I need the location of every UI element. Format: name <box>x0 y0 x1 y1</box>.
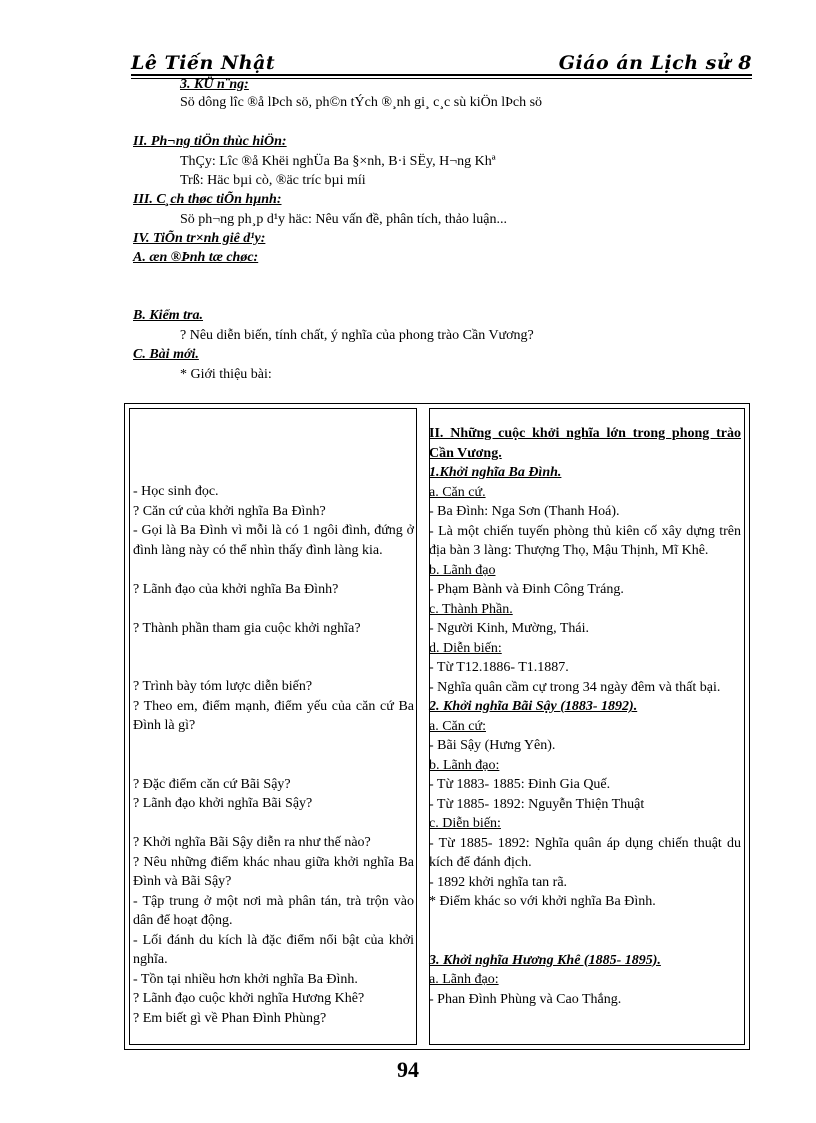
section-title: II. Những cuộc khởi nghĩa lớn trong phong trào Cần Vương. <box>429 426 741 461</box>
list-item: ? Căn cứ của khởi nghĩa Ba Đình? <box>133 503 326 519</box>
page-number: 94 <box>397 1057 419 1082</box>
list-item: - Bãi Sậy (Hưng Yên). <box>429 738 556 753</box>
label-leadership: a. Lãnh đạo: <box>429 972 499 987</box>
list-item: ? Trình bày tóm lược diễn biến? <box>133 679 313 694</box>
list-item: - Lối đánh du kích là đặc điểm nổi bật của khởi nghĩa. <box>133 932 414 967</box>
new-lesson-heading: C. Bài mới. <box>133 347 199 362</box>
method-heading: III. C¸ch thøc tiÕn hµnh: <box>133 192 282 207</box>
activities-column <box>133 482 414 1028</box>
list-item: ? Em biết gì về Phan Đình Phùng? <box>133 1010 327 1026</box>
list-item: - Học sinh đọc. <box>133 484 219 499</box>
header-author: Lê Tiến Nhật <box>131 52 276 74</box>
list-item: - Từ T12.1886- T1.1887. <box>429 660 569 675</box>
skills-heading: 3. KÜ n¨ng: <box>180 77 249 92</box>
method-text: Sö ph¬ng ph¸p d¹y häc: Nêu vấn đề, phân tích, thảo luận... <box>180 212 508 227</box>
label-leadership: b. Lãnh đạo: <box>429 757 500 773</box>
list-item: ? Nêu những điểm khác nhau giữa khởi nghĩa Ba Đình và Bãi Sậy? <box>133 854 414 889</box>
list-item: - Ba Đình: Nga Sơn (Thanh Hoá). <box>429 504 620 519</box>
list-item: ? Theo em, điểm mạnh, điểm yếu của căn cứ Ba Đình là gì? <box>133 698 414 733</box>
list-item: - Từ 1883- 1885: Đinh Gia Quế. <box>429 777 611 792</box>
list-item: - Từ 1885- 1892: Nguyễn Thiện Thuật <box>429 796 645 812</box>
check-heading: B. Kiểm tra. <box>133 308 204 323</box>
list-item: - Tập trung ở một nơi mà phân tán, trà trộn vào dân để hoạt động. <box>133 893 414 928</box>
label-events: c. Diễn biến: <box>429 816 501 831</box>
list-item: ? Thành phần tham gia cuộc khởi nghĩa? <box>133 620 361 636</box>
list-item: ? Lãnh đạo khởi nghĩa Bãi Sậy? <box>133 796 313 811</box>
process-heading: IV. TiÕn tr×nh giê d¹y: <box>133 231 266 246</box>
header-title: Giáo án Lịch sử 8 <box>558 52 752 74</box>
content-column <box>429 424 741 1009</box>
label-base: a. Căn cứ. <box>429 484 486 500</box>
student-text: Trß: Häc bµi cò, ®äc tríc bµi míi <box>180 173 366 188</box>
list-item: ? Đặc điểm căn cứ Bãi Sậy? <box>133 776 291 792</box>
subsection-title: 3. Khởi nghĩa Hương Khê (1885- 1895). <box>429 952 661 968</box>
label-leadership: b. Lãnh đạo <box>429 562 496 578</box>
label-events: d. Diễn biến: <box>429 640 502 656</box>
list-item: - Từ 1885- 1892: Nghĩa quân áp dụng chiến thuật du kích để đánh địch. <box>429 835 741 870</box>
teacher-text: ThÇy: Lîc ®å Khëi nghÜa Ba §×nh, B·i SËy, H¬ng Khª <box>180 154 496 169</box>
list-item: ? Khởi nghĩa Bãi Sậy diễn ra như thế nào? <box>133 835 371 850</box>
skills-text: Sö dông lîc ®å lÞch sö, ph©n tÝch ®¸nh gi¸ c¸c sù kiÖn lÞch sö <box>180 95 543 110</box>
organize-heading: A. æn ®Þnh tæ chøc: <box>133 250 259 265</box>
label-base: a. Căn cứ: <box>429 718 486 734</box>
list-item: - Tồn tại nhiều hơn khởi nghĩa Ba Đình. <box>133 971 358 987</box>
list-item: - Phạm Bành và Đinh Công Tráng. <box>429 582 624 597</box>
subsection-title: 1.Khởi nghĩa Ba Đình. <box>429 465 562 480</box>
list-item: ? Lãnh đạo cuộc khởi nghĩa Hương Khê? <box>133 991 365 1006</box>
list-item: - 1892 khởi nghĩa tan rã. <box>429 874 568 890</box>
list-item: - Nghĩa quân cầm cự trong 34 ngày đêm và thất bại. <box>429 679 721 695</box>
means-heading: II. Ph¬ng tiÖn thùc hiÖn: <box>133 134 287 149</box>
check-text: ? Nêu diễn biến, tính chất, ý nghĩa của phong trào Cần Vương? <box>180 328 534 343</box>
list-item: - Gọi là Ba Đình vì mỗi là có 1 ngôi đình, đứng ở đình làng này có thể nhìn thấy đình làng kia. <box>133 523 414 558</box>
list-item: - Người Kinh, Mường, Thái. <box>429 621 589 636</box>
list-item: - Là một chiến tuyến phòng thủ kiên cố xây dựng trên địa bàn 3 làng: Thượng Thọ, Mậu Thịnh, Mĩ Khê. <box>429 523 741 558</box>
list-item: ? Lãnh đạo của khởi nghĩa Ba Đình? <box>133 581 339 597</box>
list-item: * Điểm khác so với khởi nghĩa Ba Đình. <box>429 894 656 909</box>
label-participants: c. Thành Phần. <box>429 601 513 617</box>
subsection-title: 2. Khởi nghĩa Bãi Sậy (1883- 1892). <box>429 699 638 714</box>
list-item: - Phan Đình Phùng và Cao Thắng. <box>429 991 622 1007</box>
intro-text: * Giới thiệu bài: <box>180 367 272 382</box>
